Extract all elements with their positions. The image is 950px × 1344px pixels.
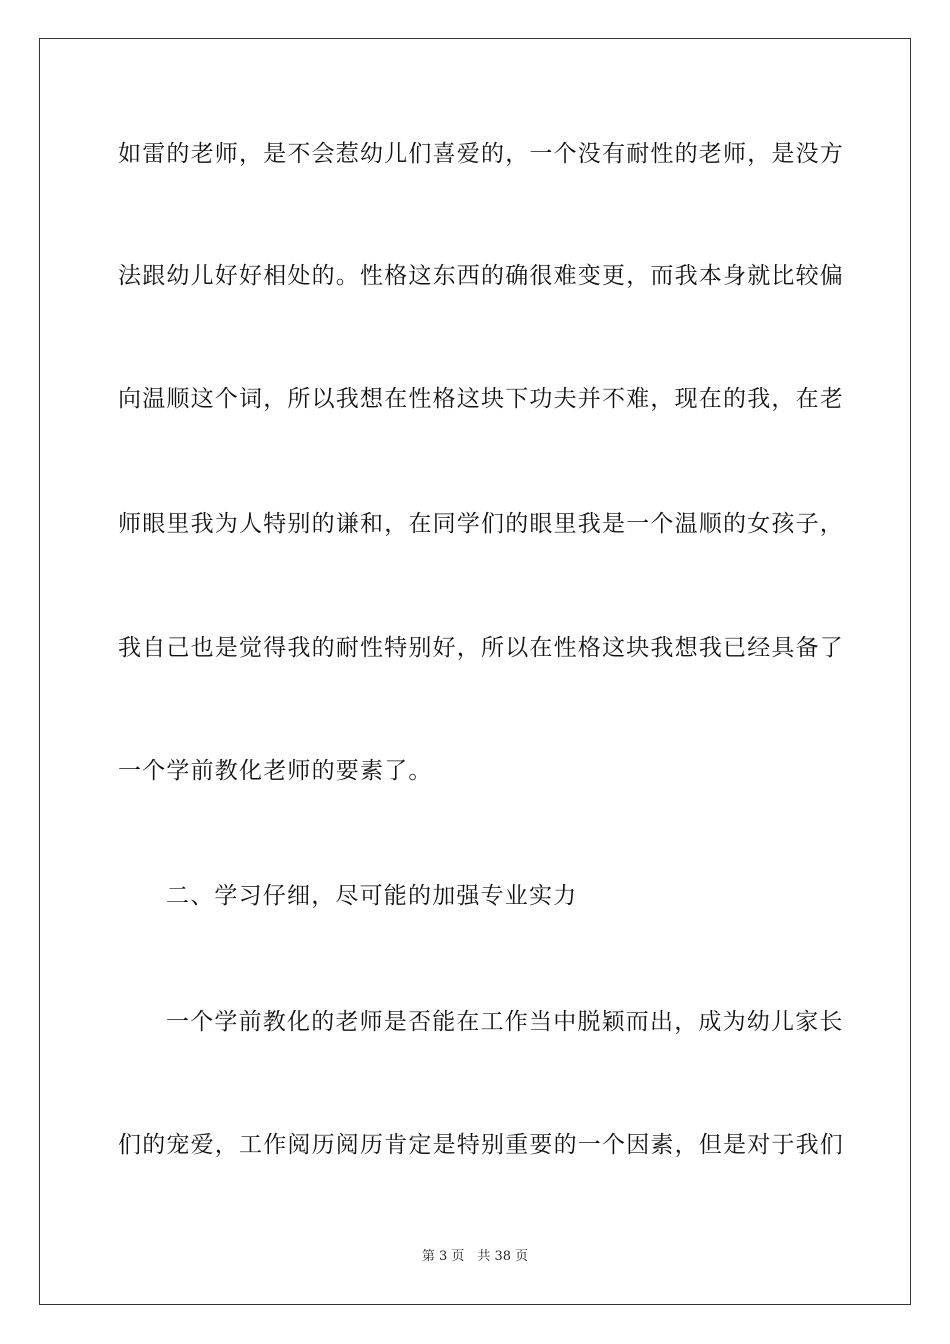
body-text-line: 一个学前教化老师的要素了。 (118, 758, 433, 784)
body-text-line: 我自己也是觉得我的耐性特别好，所以在性格这块我想我已经具备了 (118, 635, 844, 661)
body-text-line: 一个学前教化的老师是否能在工作当中脱颖而出，成为幼儿家长 (166, 1009, 844, 1035)
body-text-line: 们的宠爱，工作阅历阅历肯定是特别重要的一个因素，但是对于我们 (118, 1132, 844, 1158)
page-border (39, 38, 911, 1305)
section-heading: 二、学习仔细，尽可能的加强专业实力 (166, 883, 578, 909)
page-number-footer: 第 3 页 共 38 页 (421, 1249, 529, 1264)
body-text-line: 师眼里我为人特别的谦和，在同学们的眼里我是一个温顺的女孩子， (118, 511, 844, 537)
body-text-line: 如雷的老师，是不会惹幼儿们喜爱的，一个没有耐性的老师，是没方 (118, 141, 844, 167)
body-text-line: 向温顺这个词，所以我想在性格这块下功夫并不难，现在的我，在老 (118, 386, 844, 412)
body-text-line: 法跟幼儿好好相处的。性格这东西的确很难变更，而我本身就比较偏 (118, 263, 844, 289)
